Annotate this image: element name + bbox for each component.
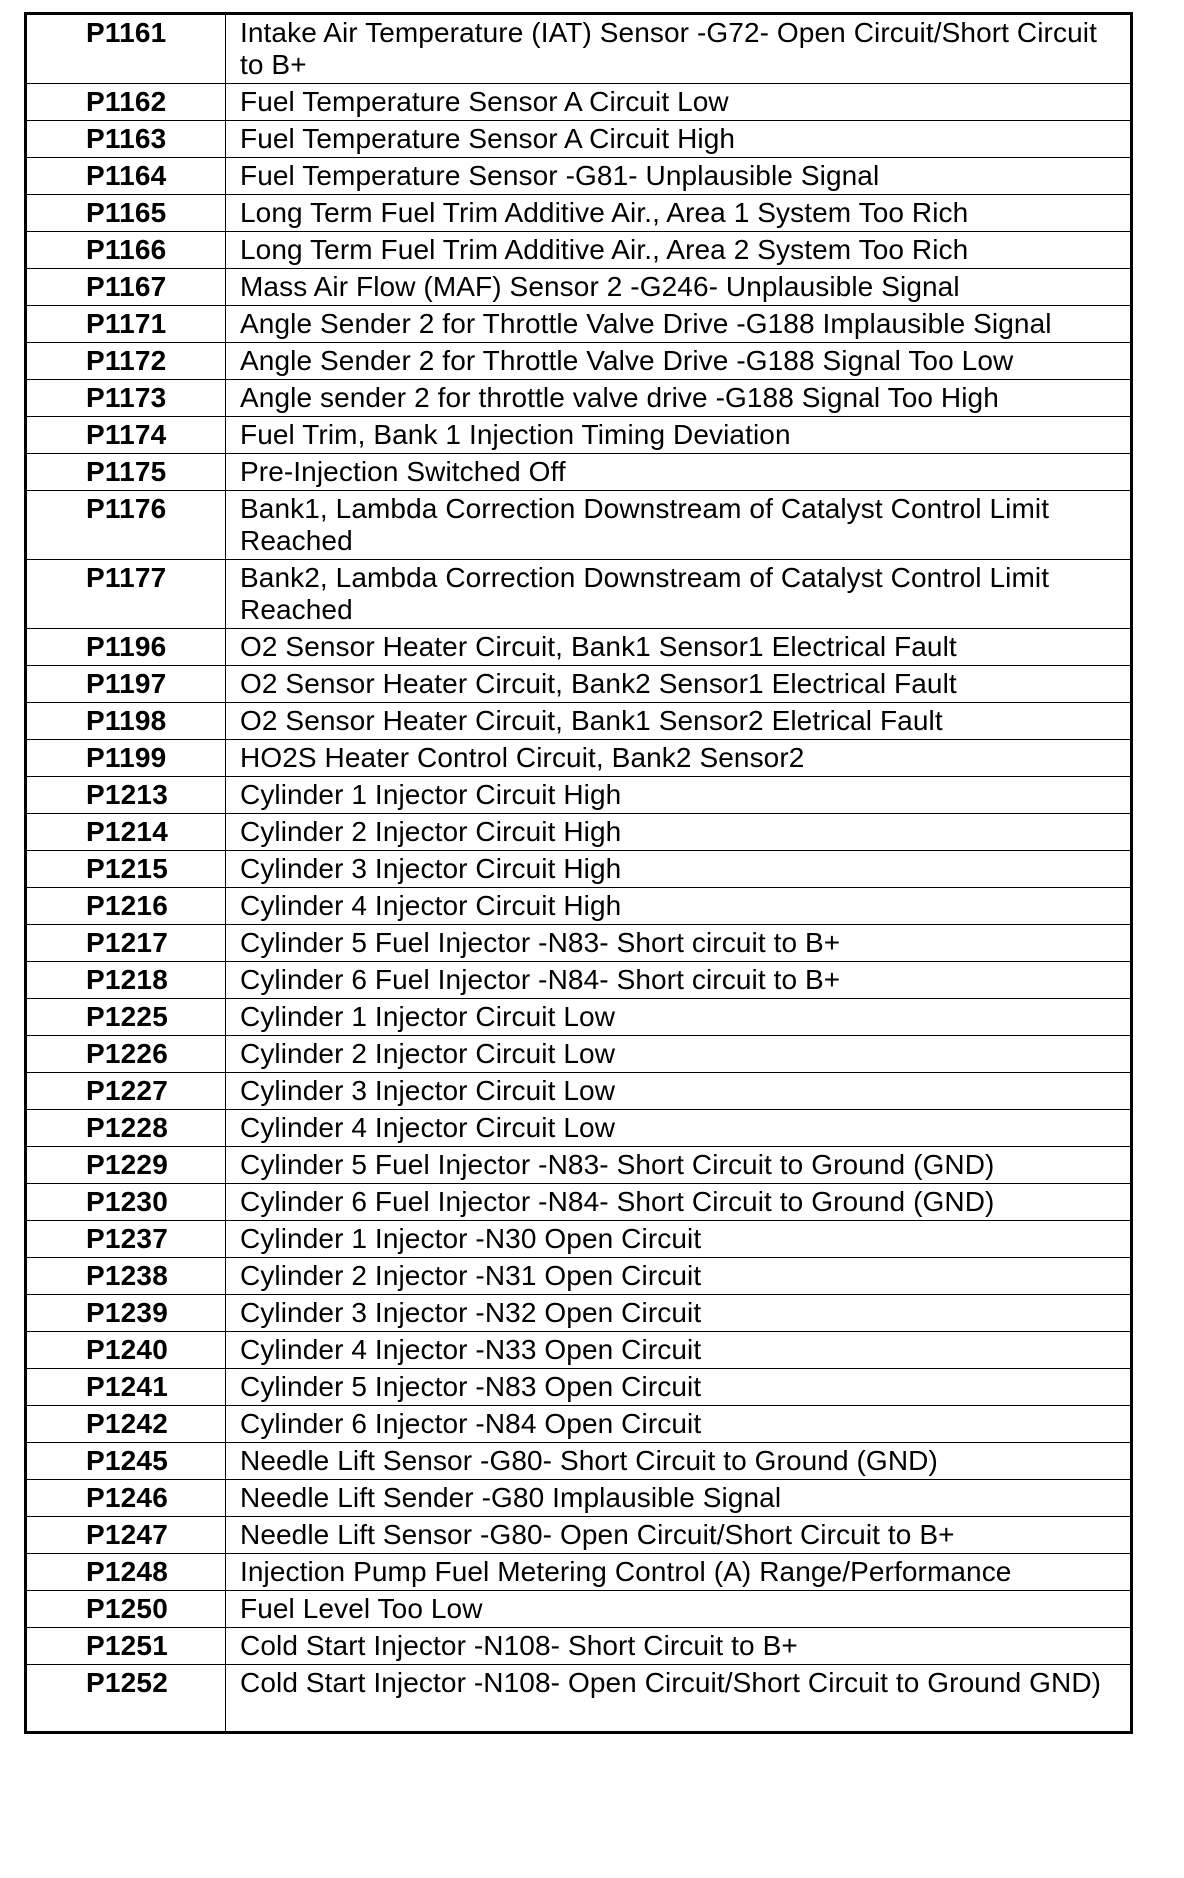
dtc-code: P1218 [26, 962, 226, 999]
dtc-code: P1240 [26, 1332, 226, 1369]
dtc-code: P1174 [26, 417, 226, 454]
dtc-description: Cylinder 5 Injector -N83 Open Circuit [226, 1369, 1132, 1406]
table-row [26, 1406, 1132, 1443]
dtc-code-table [24, 12, 1133, 1734]
table-row [26, 158, 1132, 195]
dtc-description: Cylinder 3 Injector -N32 Open Circuit [226, 1295, 1132, 1332]
table-row [26, 1073, 1132, 1110]
dtc-code: P1226 [26, 1036, 226, 1073]
dtc-description: Fuel Trim, Bank 1 Injection Timing Deviation [226, 417, 1132, 454]
table-row [26, 1258, 1132, 1295]
dtc-code: P1242 [26, 1406, 226, 1443]
dtc-code: P1166 [26, 232, 226, 269]
table-row [26, 491, 1132, 560]
table-row [26, 560, 1132, 629]
dtc-code: P1250 [26, 1591, 226, 1628]
table-row [26, 851, 1132, 888]
dtc-description: Angle sender 2 for throttle valve drive -G188 Signal Too High [226, 380, 1132, 417]
table-row [26, 703, 1132, 740]
dtc-code: P1241 [26, 1369, 226, 1406]
table-row [26, 925, 1132, 962]
dtc-code: P1238 [26, 1258, 226, 1295]
dtc-description: Cylinder 1 Injector Circuit High [226, 777, 1132, 814]
table-row [26, 666, 1132, 703]
dtc-description: Cylinder 4 Injector -N33 Open Circuit [226, 1332, 1132, 1369]
dtc-description: Cylinder 2 Injector -N31 Open Circuit [226, 1258, 1132, 1295]
dtc-description: Cold Start Injector -N108- Short Circuit to B+ [226, 1628, 1132, 1665]
dtc-description: Mass Air Flow (MAF) Sensor 2 -G246- Unplausible Signal [226, 269, 1132, 306]
table-row [26, 1369, 1132, 1406]
dtc-code: P1213 [26, 777, 226, 814]
dtc-table-body [26, 14, 1132, 1733]
table-row [26, 629, 1132, 666]
table-row [26, 343, 1132, 380]
table-row [26, 306, 1132, 343]
table-row [26, 1036, 1132, 1073]
table-row [26, 1517, 1132, 1554]
dtc-code: P1246 [26, 1480, 226, 1517]
dtc-description: Cold Start Injector -N108- Open Circuit/Short Circuit to Ground GND) [226, 1665, 1132, 1733]
dtc-code: P1230 [26, 1184, 226, 1221]
dtc-code: P1171 [26, 306, 226, 343]
dtc-description: Long Term Fuel Trim Additive Air., Area 2 System Too Rich [226, 232, 1132, 269]
dtc-code: P1214 [26, 814, 226, 851]
table-row [26, 740, 1132, 777]
dtc-description: Bank2, Lambda Correction Downstream of Catalyst Control Limit Reached [226, 560, 1132, 629]
table-row [26, 1480, 1132, 1517]
table-row [26, 1295, 1132, 1332]
dtc-code: P1228 [26, 1110, 226, 1147]
dtc-code: P1164 [26, 158, 226, 195]
table-row [26, 1628, 1132, 1665]
dtc-code: P1239 [26, 1295, 226, 1332]
dtc-code: P1176 [26, 491, 226, 560]
dtc-code: P1229 [26, 1147, 226, 1184]
dtc-description: Long Term Fuel Trim Additive Air., Area 1 System Too Rich [226, 195, 1132, 232]
dtc-code: P1227 [26, 1073, 226, 1110]
dtc-description: Cylinder 1 Injector Circuit Low [226, 999, 1132, 1036]
table-row [26, 777, 1132, 814]
dtc-description: HO2S Heater Control Circuit, Bank2 Sensor2 [226, 740, 1132, 777]
dtc-description: Intake Air Temperature (IAT) Sensor -G72- Open Circuit/Short Circuit to B+ [226, 14, 1132, 84]
table-row [26, 999, 1132, 1036]
dtc-code: P1215 [26, 851, 226, 888]
table-row [26, 84, 1132, 121]
dtc-code: P1175 [26, 454, 226, 491]
dtc-code: P1225 [26, 999, 226, 1036]
dtc-code: P1199 [26, 740, 226, 777]
table-row [26, 962, 1132, 999]
dtc-description: Cylinder 2 Injector Circuit High [226, 814, 1132, 851]
table-row [26, 121, 1132, 158]
table-row [26, 1221, 1132, 1258]
dtc-description: Cylinder 3 Injector Circuit Low [226, 1073, 1132, 1110]
dtc-description: Cylinder 6 Fuel Injector -N84- Short circuit to B+ [226, 962, 1132, 999]
table-row [26, 1147, 1132, 1184]
dtc-description: Cylinder 2 Injector Circuit Low [226, 1036, 1132, 1073]
table-row [26, 195, 1132, 232]
dtc-description: Cylinder 4 Injector Circuit Low [226, 1110, 1132, 1147]
dtc-code: P1216 [26, 888, 226, 925]
dtc-description: Cylinder 6 Fuel Injector -N84- Short Circuit to Ground (GND) [226, 1184, 1132, 1221]
dtc-description: Injection Pump Fuel Metering Control (A) Range/Performance [226, 1554, 1132, 1591]
dtc-description: Pre-Injection Switched Off [226, 454, 1132, 491]
table-row [26, 1591, 1132, 1628]
dtc-description: O2 Sensor Heater Circuit, Bank2 Sensor1 Electrical Fault [226, 666, 1132, 703]
dtc-description: Angle Sender 2 for Throttle Valve Drive -G188 Implausible Signal [226, 306, 1132, 343]
dtc-code: P1251 [26, 1628, 226, 1665]
dtc-description: Cylinder 4 Injector Circuit High [226, 888, 1132, 925]
dtc-code: P1245 [26, 1443, 226, 1480]
table-row [26, 232, 1132, 269]
dtc-description: O2 Sensor Heater Circuit, Bank1 Sensor2 Eletrical Fault [226, 703, 1132, 740]
table-row [26, 380, 1132, 417]
dtc-description: O2 Sensor Heater Circuit, Bank1 Sensor1 Electrical Fault [226, 629, 1132, 666]
dtc-description: Cylinder 3 Injector Circuit High [226, 851, 1132, 888]
dtc-description: Bank1, Lambda Correction Downstream of Catalyst Control Limit Reached [226, 491, 1132, 560]
table-row [26, 454, 1132, 491]
dtc-code: P1252 [26, 1665, 226, 1733]
dtc-code: P1197 [26, 666, 226, 703]
table-row [26, 14, 1132, 84]
dtc-description: Cylinder 5 Fuel Injector -N83- Short circuit to B+ [226, 925, 1132, 962]
dtc-code: P1161 [26, 14, 226, 84]
table-row [26, 269, 1132, 306]
dtc-description: Cylinder 5 Fuel Injector -N83- Short Circuit to Ground (GND) [226, 1147, 1132, 1184]
dtc-description: Needle Lift Sender -G80 Implausible Signal [226, 1480, 1132, 1517]
dtc-code: P1167 [26, 269, 226, 306]
table-row [26, 1332, 1132, 1369]
dtc-description: Needle Lift Sensor -G80- Short Circuit to Ground (GND) [226, 1443, 1132, 1480]
table-row [26, 417, 1132, 454]
table-row [26, 1443, 1132, 1480]
dtc-code: P1163 [26, 121, 226, 158]
table-row [26, 814, 1132, 851]
dtc-code: P1237 [26, 1221, 226, 1258]
dtc-description: Cylinder 1 Injector -N30 Open Circuit [226, 1221, 1132, 1258]
table-row [26, 1110, 1132, 1147]
dtc-code: P1173 [26, 380, 226, 417]
dtc-description: Fuel Level Too Low [226, 1591, 1132, 1628]
dtc-code: P1177 [26, 560, 226, 629]
dtc-code: P1248 [26, 1554, 226, 1591]
dtc-description: Fuel Temperature Sensor A Circuit Low [226, 84, 1132, 121]
dtc-code: P1162 [26, 84, 226, 121]
dtc-code: P1196 [26, 629, 226, 666]
table-row [26, 888, 1132, 925]
table-row [26, 1665, 1132, 1733]
dtc-description: Angle Sender 2 for Throttle Valve Drive -G188 Signal Too Low [226, 343, 1132, 380]
dtc-code: P1198 [26, 703, 226, 740]
table-row [26, 1184, 1132, 1221]
table-row [26, 1554, 1132, 1591]
dtc-code: P1172 [26, 343, 226, 380]
dtc-description: Fuel Temperature Sensor -G81- Unplausible Signal [226, 158, 1132, 195]
dtc-code: P1217 [26, 925, 226, 962]
dtc-description: Needle Lift Sensor -G80- Open Circuit/Short Circuit to B+ [226, 1517, 1132, 1554]
dtc-code: P1165 [26, 195, 226, 232]
dtc-description: Cylinder 6 Injector -N84 Open Circuit [226, 1406, 1132, 1443]
dtc-code: P1247 [26, 1517, 226, 1554]
dtc-description: Fuel Temperature Sensor A Circuit High [226, 121, 1132, 158]
